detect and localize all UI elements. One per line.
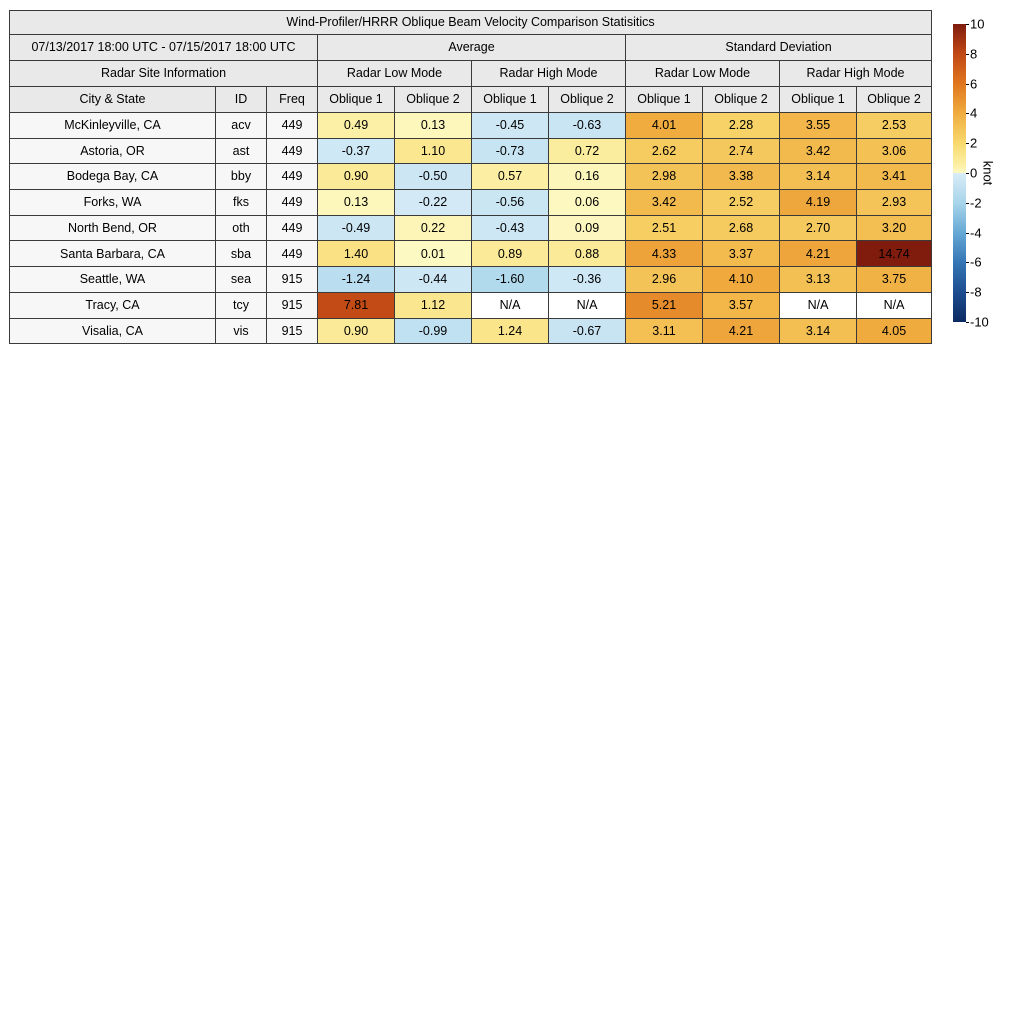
oblique1-header: Oblique 1 [780, 87, 857, 113]
city-cell: Bodega Bay, CA [10, 164, 216, 190]
value-cell-na: N/A [780, 292, 857, 318]
value-cell: 2.93 [857, 190, 932, 216]
colorbar-tick-mark [966, 54, 969, 55]
value-cell: 0.01 [395, 241, 472, 267]
colorbar-tick-label: -4 [970, 225, 982, 241]
value-cell: -0.63 [549, 113, 626, 139]
value-cell-na: N/A [857, 292, 932, 318]
oblique2-header: Oblique 2 [703, 87, 780, 113]
value-cell: 0.22 [395, 215, 472, 241]
data-rows [10, 113, 932, 344]
value-cell: 2.62 [626, 138, 703, 164]
value-cell: 4.21 [703, 318, 780, 344]
value-cell: 3.11 [626, 318, 703, 344]
site-id-cell: vis [216, 318, 267, 344]
table-row [10, 318, 932, 344]
freq-cell: 449 [267, 215, 318, 241]
city-cell: North Bend, OR [10, 215, 216, 241]
freq-header: Freq [267, 87, 318, 113]
city-state-header: City & State [10, 87, 216, 113]
value-cell: 3.06 [857, 138, 932, 164]
value-cell: 3.37 [703, 241, 780, 267]
value-cell: 0.06 [549, 190, 626, 216]
table-row [10, 215, 932, 241]
oblique1-header: Oblique 1 [472, 87, 549, 113]
avg-high-mode-header: Radar High Mode [472, 61, 626, 87]
freq-cell: 449 [267, 113, 318, 139]
value-cell: 1.24 [472, 318, 549, 344]
oblique2-header: Oblique 2 [549, 87, 626, 113]
colorbar-tick-label: -2 [970, 195, 982, 211]
table-row [10, 138, 932, 164]
value-cell: -0.45 [472, 113, 549, 139]
table-row [10, 164, 932, 190]
value-cell: -0.67 [549, 318, 626, 344]
value-cell: -1.60 [472, 267, 549, 293]
site-id-cell: acv [216, 113, 267, 139]
city-cell: Tracy, CA [10, 292, 216, 318]
colorbar-tick-mark [966, 292, 969, 293]
oblique1-header: Oblique 1 [626, 87, 703, 113]
value-cell: -0.99 [395, 318, 472, 344]
city-cell: Forks, WA [10, 190, 216, 216]
value-cell: 4.21 [780, 241, 857, 267]
value-cell: -0.43 [472, 215, 549, 241]
value-cell: 2.51 [626, 215, 703, 241]
colorbar-tick-mark [966, 203, 969, 204]
site-id-cell: ast [216, 138, 267, 164]
value-cell: 14.74 [857, 241, 932, 267]
table-row [10, 292, 932, 318]
value-cell: -0.56 [472, 190, 549, 216]
value-cell: 4.10 [703, 267, 780, 293]
stats-table [9, 10, 932, 344]
value-cell: 4.19 [780, 190, 857, 216]
city-cell: Visalia, CA [10, 318, 216, 344]
period-cell: 07/13/2017 18:00 UTC - 07/15/2017 18:00 UTC [10, 35, 318, 61]
city-cell: Santa Barbara, CA [10, 241, 216, 267]
id-header: ID [216, 87, 267, 113]
value-cell: 0.88 [549, 241, 626, 267]
value-cell: 2.74 [703, 138, 780, 164]
value-cell: 3.42 [780, 138, 857, 164]
colorbar-tick-mark [966, 84, 969, 85]
city-cell: Astoria, OR [10, 138, 216, 164]
radar-site-information-header: Radar Site Information [10, 61, 318, 87]
value-cell: -0.37 [318, 138, 395, 164]
oblique1-header: Oblique 1 [318, 87, 395, 113]
value-cell: 0.90 [318, 318, 395, 344]
value-cell: 2.52 [703, 190, 780, 216]
freq-cell: 449 [267, 190, 318, 216]
value-cell: 4.33 [626, 241, 703, 267]
value-cell: 0.09 [549, 215, 626, 241]
title-row [10, 11, 932, 35]
value-cell: -0.44 [395, 267, 472, 293]
value-cell: 3.55 [780, 113, 857, 139]
table-title: Wind-Profiler/HRRR Oblique Beam Velocity Comparison Statisitics [10, 11, 932, 35]
colorbar [953, 24, 966, 322]
value-cell-na: N/A [549, 292, 626, 318]
value-cell: 5.21 [626, 292, 703, 318]
group-std-deviation: Standard Deviation [626, 35, 932, 61]
table-row [10, 267, 932, 293]
colorbar-tick-mark [966, 233, 969, 234]
site-id-cell: tcy [216, 292, 267, 318]
value-cell: 7.81 [318, 292, 395, 318]
mode-header-row [10, 61, 932, 87]
table-row [10, 190, 932, 216]
colorbar-tick-mark [966, 262, 969, 263]
value-cell: -0.49 [318, 215, 395, 241]
colorbar-tick-label: -6 [970, 254, 982, 270]
value-cell: 0.89 [472, 241, 549, 267]
colorbar-tick-label: 10 [970, 16, 985, 32]
table-row [10, 241, 932, 267]
value-cell: 4.01 [626, 113, 703, 139]
value-cell: 3.13 [780, 267, 857, 293]
colorbar-tick-label: -8 [970, 284, 982, 300]
value-cell: 1.12 [395, 292, 472, 318]
group-average: Average [318, 35, 626, 61]
value-cell: -0.73 [472, 138, 549, 164]
colorbar-tick-mark [966, 143, 969, 144]
oblique2-header: Oblique 2 [857, 87, 932, 113]
value-cell: 1.10 [395, 138, 472, 164]
value-cell: 0.57 [472, 164, 549, 190]
colorbar-tick-label: 2 [970, 135, 978, 151]
avg-low-mode-header: Radar Low Mode [318, 61, 472, 87]
colorbar-tick-label: 8 [970, 46, 978, 62]
freq-cell: 449 [267, 241, 318, 267]
std-high-mode-header: Radar High Mode [780, 61, 932, 87]
value-cell: -0.36 [549, 267, 626, 293]
value-cell: 3.42 [626, 190, 703, 216]
column-header-row [10, 87, 932, 113]
site-id-cell: bby [216, 164, 267, 190]
colorbar-tick-mark [966, 322, 969, 323]
oblique2-header: Oblique 2 [395, 87, 472, 113]
freq-cell: 915 [267, 267, 318, 293]
value-cell: 0.13 [395, 113, 472, 139]
colorbar-tick-mark [966, 173, 969, 174]
table-row [10, 113, 932, 139]
site-id-cell: oth [216, 215, 267, 241]
value-cell: 2.28 [703, 113, 780, 139]
value-cell: 2.98 [626, 164, 703, 190]
value-cell: 2.53 [857, 113, 932, 139]
freq-cell: 449 [267, 138, 318, 164]
colorbar-tick-mark [966, 24, 969, 25]
value-cell: 1.40 [318, 241, 395, 267]
value-cell: -1.24 [318, 267, 395, 293]
value-cell: 3.57 [703, 292, 780, 318]
std-low-mode-header: Radar Low Mode [626, 61, 780, 87]
value-cell: 2.68 [703, 215, 780, 241]
colorbar-tick-mark [966, 113, 969, 114]
freq-cell: 915 [267, 318, 318, 344]
value-cell: 0.49 [318, 113, 395, 139]
colorbar-unit-label: knot [980, 160, 996, 186]
freq-cell: 449 [267, 164, 318, 190]
freq-cell: 915 [267, 292, 318, 318]
colorbar-tick-label: -10 [970, 314, 989, 330]
value-cell: -0.50 [395, 164, 472, 190]
site-id-cell: sba [216, 241, 267, 267]
site-id-cell: fks [216, 190, 267, 216]
value-cell: 3.38 [703, 164, 780, 190]
value-cell: 0.72 [549, 138, 626, 164]
group-header-row [10, 35, 932, 61]
value-cell: 0.13 [318, 190, 395, 216]
value-cell: -0.22 [395, 190, 472, 216]
value-cell: 3.75 [857, 267, 932, 293]
value-cell: 3.14 [780, 318, 857, 344]
colorbar-tick-label: 0 [970, 165, 978, 181]
value-cell: 2.96 [626, 267, 703, 293]
value-cell: 3.14 [780, 164, 857, 190]
value-cell: 3.20 [857, 215, 932, 241]
value-cell: 2.70 [780, 215, 857, 241]
city-cell: Seattle, WA [10, 267, 216, 293]
value-cell: 0.16 [549, 164, 626, 190]
value-cell: 4.05 [857, 318, 932, 344]
city-cell: McKinleyville, CA [10, 113, 216, 139]
value-cell: 0.90 [318, 164, 395, 190]
colorbar-tick-label: 6 [970, 76, 978, 92]
colorbar-tick-label: 4 [970, 105, 978, 121]
value-cell: 3.41 [857, 164, 932, 190]
site-id-cell: sea [216, 267, 267, 293]
value-cell-na: N/A [472, 292, 549, 318]
